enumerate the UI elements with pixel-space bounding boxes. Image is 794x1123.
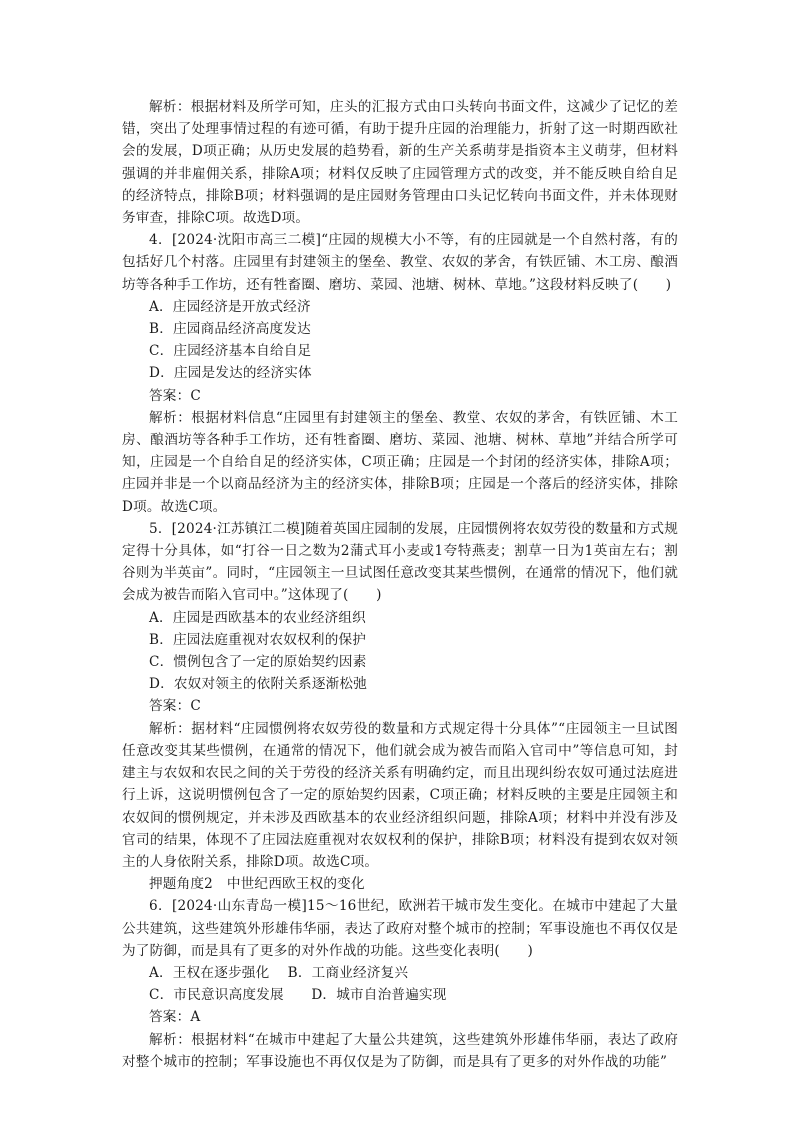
document-page: [122, 96, 678, 1073]
question-5-option-a: A．庄园是西欧基本的农业经济组织: [149, 609, 366, 626]
question-4-answer: 答案：C: [149, 387, 201, 404]
question-6-answer: 答案：A: [149, 1009, 201, 1026]
question-4-stem: 4．[2024·沈阳市高三二模]“庄园的规模大小不等，有的庄园就是一个自然村落，有的包括好几个村落。庄园里有封建领主的堡垒、教堂、农奴的茅舍，有铁匠铺、木工房、酿酒坊等各种手工作坊，还有牲畜圈、磨坊、菜园、池塘、树林、草地。”这段材料反映了( ): [122, 232, 678, 293]
analysis-paragraph-q3: 解析：根据材料及所学可知，庄头的汇报方式由口头转向书面文件，这减少了记忆的差错，突出了处理事情过程的有迹可循，有助于提升庄园的治理能力，折射了这一时期西欧社会的发展，D项正确；从历史发展的趋势看，新的生产关系萌芽是指资本主义萌芽，但材料强调的并非雇佣关系，排除A项；材料仅反映了庄园管理方式的改变，并不能反映自给自足的经济特点，排除B项；材料强调的是庄园财务管理由口头记忆转向书面文件，并未体现财务审查，排除C项。故选D项。: [122, 99, 678, 227]
question-4-option-b: B．庄园商品经济高度发达: [149, 321, 311, 338]
question-6-options-row-1: A．王权在逐步强化 B．工商业经济复兴: [149, 964, 409, 981]
question-5-option-d: D．农奴对领主的依附关系逐渐松弛: [149, 676, 368, 693]
question-5-option-b: B．庄园法庭重视对农奴权利的保护: [149, 631, 367, 648]
question-5-stem: 5．[2024·江苏镇江二模]随着英国庄园制的发展，庄园惯例将农奴劳役的数量和方式规定得十分具体，如“打谷一日之数为2蒲式耳小麦或1夸特燕麦；割草一日为1英亩左右；割谷则为半英亩”。同时，“庄园领主一旦试图任意改变其某些惯例，在通常的情况下，他们就会成为被告而陷入官司中。”这体现了( ): [122, 520, 678, 604]
question-6-options-row-2: C．市民意识高度发展 D．城市自治普遍实现: [149, 987, 447, 1004]
question-6-analysis: 解析：根据材料“在城市中建起了大量公共建筑，这些建筑外形雄伟华丽，表达了政府对整个城市的控制；军事设施也不再仅仅是为了防御，而是具有了更多的对外作战的功能”: [122, 1031, 678, 1070]
question-5-answer: 答案：C: [149, 698, 201, 715]
question-4-option-a: A．庄园经济是开放式经济: [149, 298, 311, 315]
question-4-analysis: 解析：根据材料信息“庄园里有封建领主的堡垒、教堂、农奴的茅舍，有铁匠铺、木工房、酿酒坊等各种手工作坊，还有牲畜圈、磨坊、菜园、池塘、树林、草地”并结合所学可知，庄园是一个自给自足的经济实体，C项正确；庄园是一个封闭的经济实体，排除A项；庄园并非是一个以商品经济为主的经济实体，排除B项；庄园是一个落后的经济实体，排除D项。故选C项。: [122, 409, 678, 515]
question-5-analysis: 解析：据材料“庄园惯例将农奴劳役的数量和方式规定得十分具体”“庄园领主一旦试图任意改变其某些惯例，在通常的情况下，他们就会成为被告而陷入官司中”等信息可知，封建主与农奴和农民之间的关于劳役的经济关系有明确约定，而且出现纠纷农奴可通过法庭进行上诉，这说明惯例包含了一定的原始契约因素，C项正确；材料反映的主要是庄园领主和农奴间的惯例规定，并未涉及西欧基本的农业经济组织问题，排除A项；材料中并没有涉及官司的结果，体现不了庄园法庭重视对农奴权利的保护，排除B项；材料没有提到农奴对领主的人身依附关系，排除D项。故选C项。: [122, 720, 678, 870]
question-6-stem: 6．[2024·山东青岛一模]15～16世纪，欧洲若干城市发生变化。在城市中建起了大量公共建筑，这些建筑外形雄伟华丽，表达了政府对整个城市的控制；军事设施也不再仅仅是为了防御，而是具有了更多的对外作战的功能。这些变化表明( ): [122, 898, 678, 959]
question-4-option-d: D．庄园是发达的经济实体: [149, 365, 312, 382]
question-5-option-c: C．惯例包含了一定的原始契约因素: [149, 654, 367, 671]
question-4-option-c: C．庄园经济基本自给自足: [149, 343, 312, 360]
section-heading: 押题角度2 中世纪西欧王权的变化: [149, 876, 365, 893]
